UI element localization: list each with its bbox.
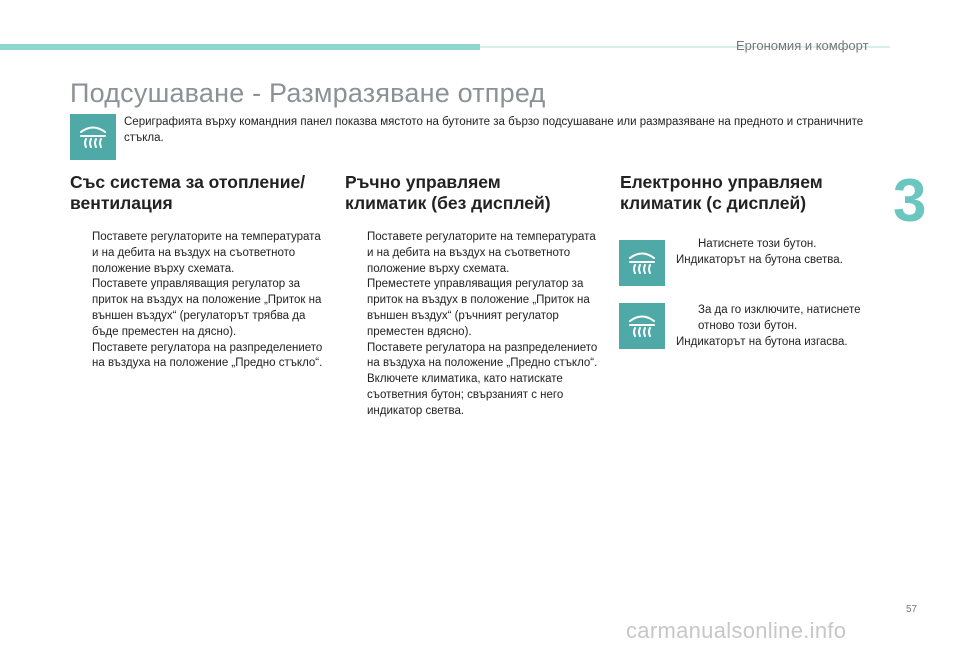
column-heading: Със система за отопление/вентилация [70, 172, 306, 213]
list-item: Поставете регулатора на разпределението на въздуха на положение „Предно стъкло“. [92, 341, 323, 370]
column-heading: Електронно управляем климатик (с дисплей) [620, 172, 823, 213]
list-item: За да го изключите, натиснете отново този бутон. [698, 304, 861, 332]
instruction-list [676, 237, 876, 253]
page-title: Подсушаване - Размразяване отпред [70, 78, 546, 108]
electronic-block-on [676, 237, 876, 253]
front-defrost-icon [70, 114, 116, 160]
front-defrost-icon [619, 303, 665, 349]
column-manual-ac [345, 172, 600, 420]
intro-text: Сериграфията върху командния панел показва мястото на бутоните за бързо подсушаване или размразяване на предното и страничните стъкла. [124, 116, 864, 144]
column-electronic-ac [620, 172, 885, 214]
instruction-list [676, 303, 881, 335]
top-accent-bar [0, 44, 480, 50]
electronic-block-off [676, 303, 881, 335]
list-item: Преместете управляващия регулатор за приток на въздух в положение „Приток на външен въздух“ (ръчният регулатор преместен вдясно). [367, 278, 590, 338]
list-item: Поставете регулатора на разпределението на въздуха на положение „Предно стъкло“. [367, 341, 598, 370]
page-number: 57 [906, 604, 918, 615]
indicator-note: Индикаторът на бутона изгасва. [676, 336, 848, 348]
column-heading: Ръчно управляем климатик (без дисплей) [345, 172, 551, 213]
list-item: Поставете регулаторите на температурата и на дебита на въздух на съответното положение върху схемата. [92, 231, 321, 275]
indicator-note: Индикаторът на бутона светва. [676, 254, 843, 266]
column-heating-ventilation [70, 172, 330, 372]
front-defrost-icon [619, 240, 665, 286]
list-item: Включете климатика, като натискате съответния бутон; свързаният с него индикатор светва. [367, 373, 564, 417]
instruction-list [345, 230, 600, 420]
list-item: Натиснете този бутон. [698, 238, 817, 250]
section-label: Ергономия и комфорт [736, 38, 869, 53]
list-item: Поставете управляващия регулатор за приток на въздух на положение „Приток на външен въздух“ (регулаторът трябва да бъде преместен на дясно). [92, 278, 322, 338]
chapter-number: 3 [893, 167, 927, 234]
instruction-list [70, 230, 330, 372]
watermark: carmanualsonline.info [626, 618, 847, 643]
list-item: Поставете регулаторите на температурата и на дебита на въздух на съответното положение върху схемата. [367, 231, 596, 275]
